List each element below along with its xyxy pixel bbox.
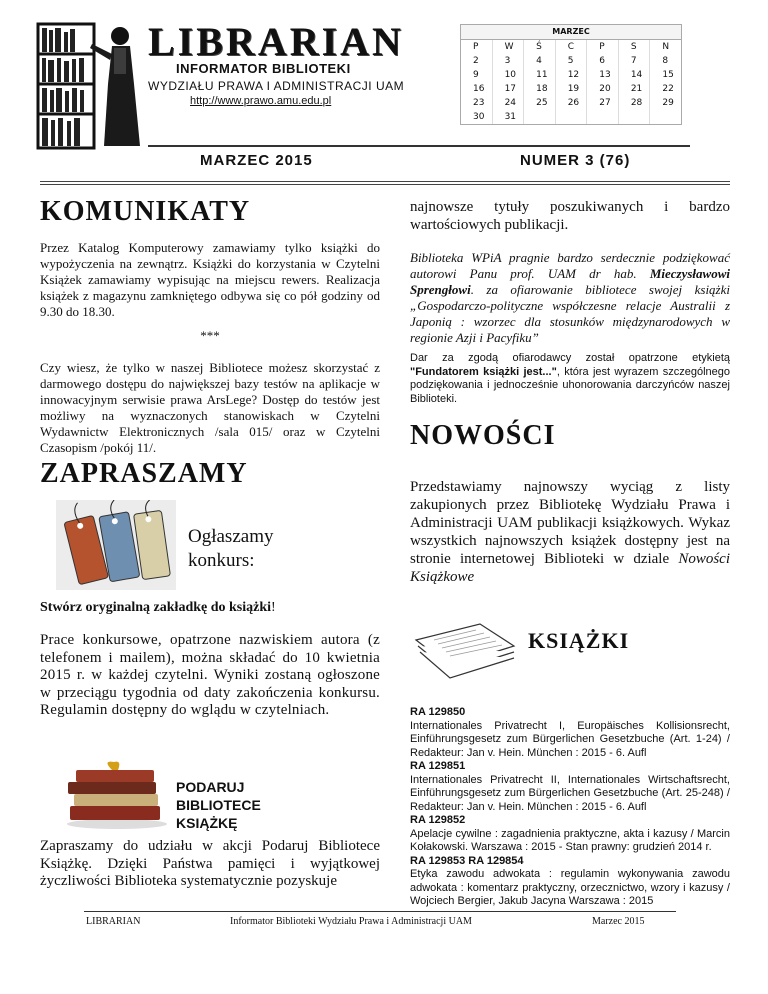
calendar-day (587, 110, 619, 124)
calendar-day: 20 (587, 82, 619, 96)
continued-paragraph: najnowsze tytuły poszukiwanych i bardzo wartościowych publikacji. (410, 199, 730, 233)
calendar-day: 3 (492, 54, 524, 68)
komunikaty-heading: KOMUNIKATY (40, 196, 251, 227)
calendar-day: 24 (492, 96, 524, 110)
calendar-day-headers (461, 40, 681, 54)
calendar-day: 29 (662, 98, 674, 108)
footer-right: Marzec 2015 (592, 916, 645, 927)
calendar-grid (461, 40, 681, 124)
calendar-day: 19 (555, 82, 587, 96)
nowosci-text: Przedstawiamy najnowszy wyciąg z listy zakupionych przez Bibliotekę Wydziału Prawa i Administracji UAM publikacji książkowych. Wykaz wszystkich najnowszych książek dostępny jest na stronie internetowej Biblioteki w dziale (410, 479, 730, 567)
konkurs-line-1: Ogłaszamy (188, 526, 274, 547)
book-description: Internationales Privatrecht II, Internationales Wirtschaftsrecht, Einführungsgesetz zum Bürgerlichen Gesetzbuche (Art. 25-248) / Redakteur: Jan v. Hein. München : 2015 - 6. Aufl (410, 773, 730, 813)
calendar-day-header: N (662, 42, 670, 52)
konkurs-headline-end: ! (271, 600, 276, 615)
calendar-day-header: W (492, 40, 524, 54)
calendar-day: 7 (618, 54, 650, 68)
calendar-day: 26 (555, 96, 587, 110)
calendar-day: 22 (662, 84, 674, 94)
calendar-day: 5 (555, 54, 587, 68)
book-item (410, 855, 730, 909)
book-description: Etyka zawodu adwokata : regulamin wykonywania zawodu adwokata : komentarz praktyczny, orzecznictwo, wzory i kazusy / Wojciech Bergier, Jakub Jacyna Warszawa : 2015 (410, 868, 730, 907)
calendar-week (461, 110, 681, 124)
thanks-name: Mieczysławowi Sprengłowi (410, 266, 730, 297)
calendar-day: 15 (662, 70, 674, 80)
calendar-day: 8 (662, 56, 669, 66)
calendar-day: 25 (524, 96, 556, 110)
calendar-day: 2 (461, 54, 492, 68)
thanks-text-2: . za ofiarowanie bibliotece swojej książki „Gospodarczo-polityczne współczesne relacje Australii z Japonią : wzorzec dla stosunków międzynarodowych w regionie Azji i Pacyfiku” (410, 282, 730, 345)
book-item (410, 814, 730, 855)
calendar-week (461, 96, 681, 110)
calendar-day: 28 (618, 96, 650, 110)
nowosci-paragraph (410, 478, 730, 586)
calendar-day: 6 (587, 54, 619, 68)
calendar-week (461, 82, 681, 96)
calendar-day: 30 (461, 110, 492, 124)
calendar-day-header: Ś (524, 40, 556, 54)
calendar-day (555, 110, 587, 124)
footer-center: Informator Biblioteki Wydziału Prawa i Administracji UAM (230, 916, 472, 927)
calendar-day: 21 (618, 82, 650, 96)
calendar-day (524, 110, 556, 124)
books-list (410, 706, 730, 909)
book-signature: RA 129851 (410, 760, 466, 772)
calendar-day (650, 110, 681, 124)
fundator-text-2: , która jest wyrazem szczególnego podziękowania i jednocześnie uhonorowania darczyńców naszej Biblioteki. (410, 365, 730, 405)
arslege-paragraph: Czy wiesz, że tylko w naszej Bibliotece możesz skorzystać z darmowego dostępu do największej bazy testów na aplikacje w innowacyjnym serwisie prawa ArsLege? Dostęp do testów jest możliwy na wyznaczonych stanowiskach w Czytelni Wydawnictw Elektronicznych /sala 015/ oraz w Czytelni Czasopism /pokój 11/. (40, 360, 380, 455)
separator: *** (200, 328, 220, 343)
fundator-paragraph (410, 352, 730, 406)
calendar-day: 13 (587, 68, 619, 82)
calendar (460, 24, 682, 125)
fundator-label: "Fundatorem książki jest..." (410, 365, 557, 378)
books-stack-image (62, 760, 172, 830)
header-double-rule (40, 181, 730, 185)
book-description: Apelacje cywilne : zagadnienia praktyczne, akta i kazusy / Marcin Kołakowski. Warszawa : 2015 - Stan prawny: grudzień 2014 r. (410, 827, 730, 853)
masthead-title: LIBRARIAN (148, 19, 404, 64)
calendar-day-header: C (555, 40, 587, 54)
podaruj-paragraph: Zapraszamy do udziału w akcji Podaruj Bibliotece Książkę. Dzięki Państwa pamięci i wyjątkowej życzliwości Biblioteka systematycznie pozyskuje (40, 838, 380, 889)
podaruj-line-3: KSIĄŻKĘ (176, 815, 238, 831)
calendar-day: 9 (461, 68, 492, 82)
calendar-day: 27 (587, 96, 619, 110)
calendar-day: 11 (524, 68, 556, 82)
thanks-text-1: Biblioteka WPiA pragnie bardzo serdecznie podziękować autorowi Panu prof. UAM dr hab. (410, 250, 730, 281)
konkurs-announcement (188, 525, 273, 573)
konkurs-headline-text: Stwórz oryginalną zakładkę do książki (40, 600, 272, 615)
calendar-day: 18 (524, 82, 556, 96)
calendar-day-header: P (587, 40, 619, 54)
calendar-day: 12 (555, 68, 587, 82)
calendar-month: MARZEC (461, 25, 681, 40)
book-pages-icon (410, 620, 520, 682)
librarian-illustration (34, 14, 146, 150)
footer-left: LIBRARIAN (86, 916, 141, 927)
bookmarks-image (56, 500, 176, 590)
calendar-day: 4 (524, 54, 556, 68)
book-item (410, 760, 730, 814)
book-signature: RA 129850 (410, 706, 466, 718)
konkurs-line-2: konkurs: (188, 550, 255, 571)
book-signature: RA 129852 (410, 814, 466, 826)
fundator-text-1: Dar za zgodą ofiarodawcy został opatrzone etykietą (410, 352, 730, 364)
podaruj-line-1: PODARUJ (176, 779, 245, 795)
header-divider (148, 145, 690, 147)
zapraszamy-heading: ZAPRASZAMY (40, 458, 248, 489)
masthead-url-link[interactable]: http://www.prawo.amu.edu.pl (190, 95, 332, 107)
calendar-week (461, 68, 681, 82)
calendar-day-header: P (461, 40, 492, 54)
konkurs-headline (40, 600, 276, 616)
thanks-paragraph (410, 250, 730, 346)
calendar-day: 31 (492, 110, 524, 124)
masthead-subtitle: INFORMATOR BIBLIOTEKI (176, 61, 351, 76)
calendar-day: 16 (461, 82, 492, 96)
komunikaty-paragraph: Przez Katalog Komputerowy zamawiamy tylko książki do wypożyczenia na zewnątrz. Książki do korzystania w Czytelni Książek zamawiamy wypisując na miejscu rewers. Realizacja książek z magazynu zamkniętego odbywa się co pół godziny od 9.30 do 18.30. (40, 240, 380, 319)
book-signature: RA 129853 RA 129854 (410, 854, 524, 867)
issue-date: MARZEC 2015 (200, 152, 313, 169)
calendar-week (461, 54, 681, 68)
book-description: Internationales Privatrecht I, Europäisches Kollisionsrecht, Einführungsgesetz zum Bürgerlichen Gesetzbuche (Art. 1-24) / Redakteur: Jan v. Hein. München : 2015 - 6. Aufl (410, 719, 730, 759)
konkurs-paragraph: Prace konkursowe, opatrzone nazwiskiem autora (z telefonem i mailem), można składać do 10 kwietnia 2015 r. w każdej czytelni. Wyniki zostaną ogłoszone w przeciągu tygodnia od daty zakończenia konkursu. Regulamin dostępny do wglądu w czytelniach. (40, 632, 380, 718)
nowosci-link[interactable]: Nowości Książkowe (410, 551, 731, 585)
nowosci-heading: NOWOŚCI (410, 420, 556, 451)
ksiazki-heading: KSIĄŻKI (528, 628, 630, 653)
calendar-day: 10 (492, 68, 524, 82)
calendar-day-header: S (618, 40, 650, 54)
podaruj-line-2: BIBLIOTECE (176, 797, 261, 813)
footer-rule (84, 911, 676, 912)
calendar-day: 23 (461, 96, 492, 110)
masthead-faculty: WYDZIAŁU PRAWA I ADMINISTRACJI UAM (148, 79, 405, 93)
podaruj-caption (176, 778, 261, 832)
book-item (410, 706, 730, 760)
calendar-day: 17 (492, 82, 524, 96)
calendar-day: 14 (618, 68, 650, 82)
issue-number: NUMER 3 (76) (520, 152, 631, 169)
calendar-day (618, 110, 650, 124)
